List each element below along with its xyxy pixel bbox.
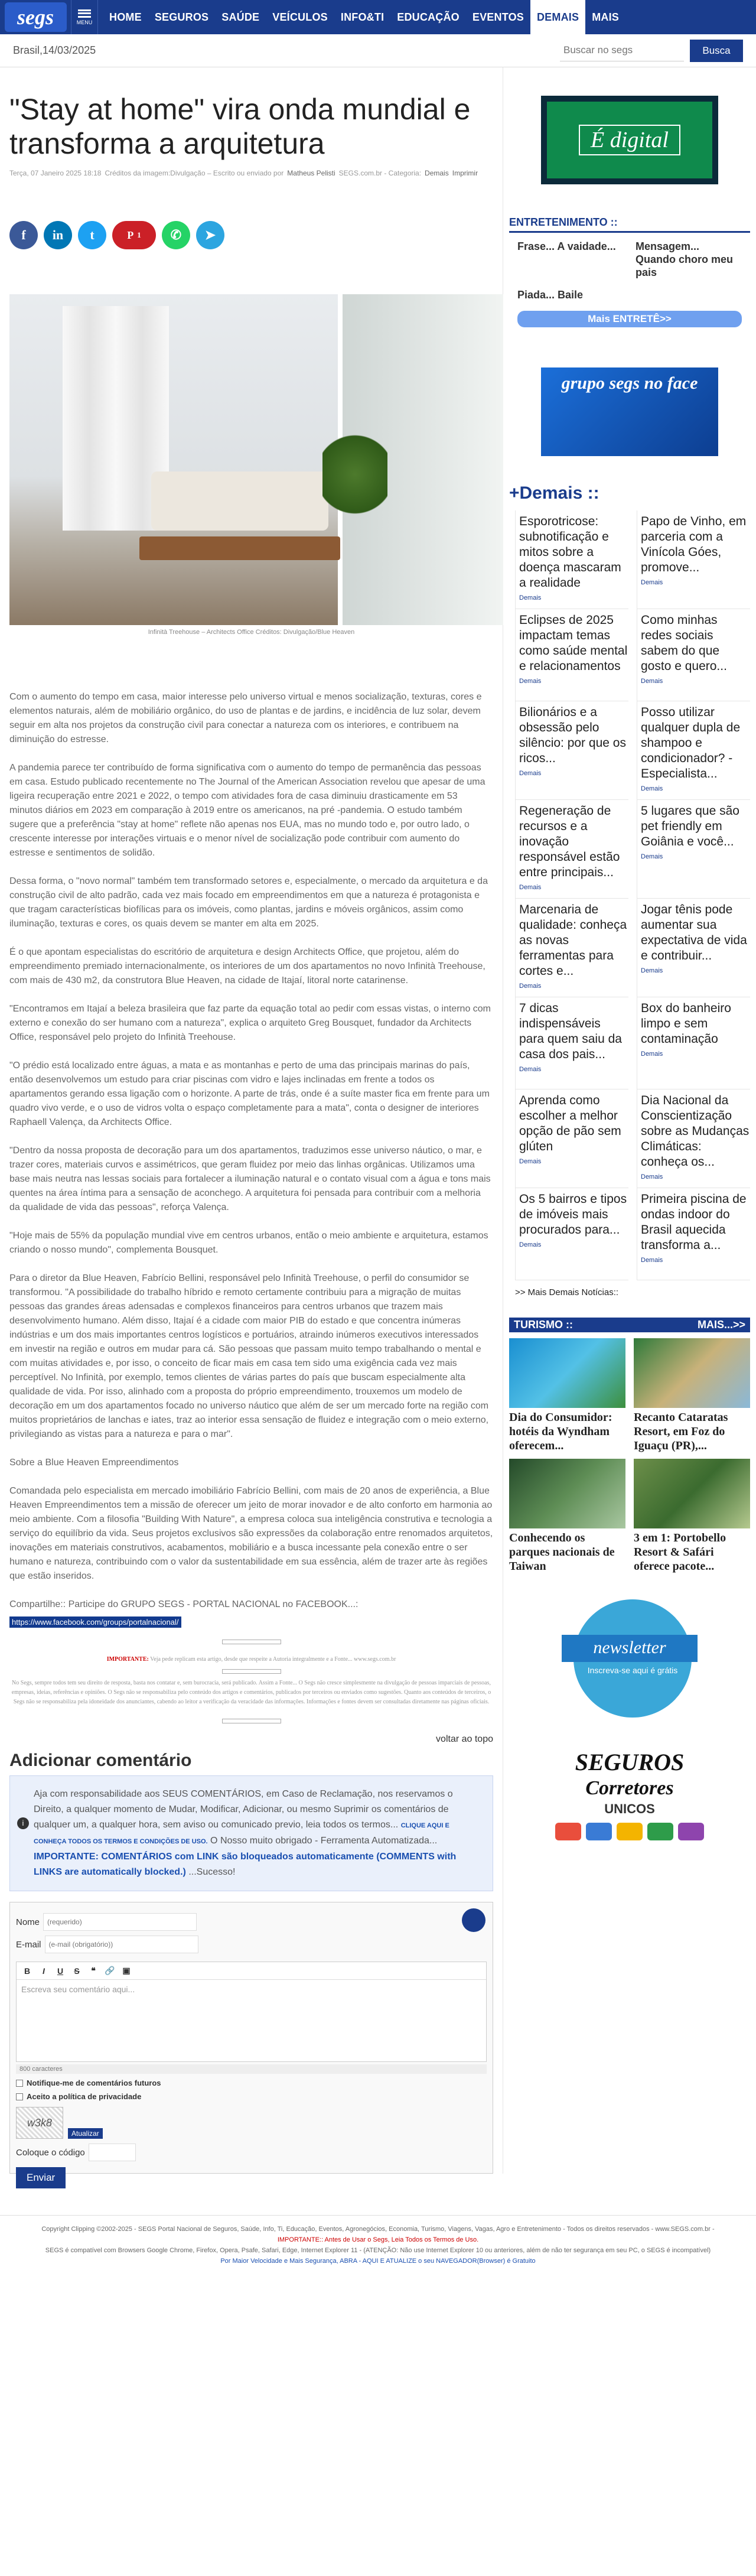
footer xyxy=(0,2215,756,2275)
twitter-share-icon[interactable]: t xyxy=(78,221,106,249)
underline-button[interactable]: U xyxy=(57,1966,64,1976)
demais-item-title[interactable]: Jogar tênis pode aumentar sua expectativa de vida e contribuir... xyxy=(641,903,747,962)
article-body xyxy=(9,690,493,1612)
article-paragraph: "O prédio está localizado entre águas, a mata e as montanhas e perto de uma das principais marinas do país, então desenvolvemos um estudo para criar piscinas com vidro e lajes inclinadas em frente a todos os apartamentos gerando essa ligação com o horizonte. A parte de trás, onde é a suíte master fica em frente para um quadro vivo verde, e o uso de vidros volta o espaço completamente para a mata", conta o designer de interiores Raphaell Valença, da Architects Office. xyxy=(9,1061,490,1127)
comment-form xyxy=(9,1902,493,2183)
notice-important: IMPORTANTE: COMENTÁRIOS com LINK são bloqueados automaticamente (COMMENTS with LINKS are automatically blocked.) xyxy=(34,1852,457,1877)
tourism-list xyxy=(509,1338,750,1573)
tourism-item[interactable] xyxy=(509,1459,625,1573)
notify-label: Notifique-me de comentários futuros xyxy=(27,2079,161,2087)
more-news-link[interactable]: >> Mais Demais Notícias:: xyxy=(515,1287,619,1297)
demais-item[interactable] xyxy=(637,899,750,997)
share-buttons xyxy=(9,221,493,249)
link-icon[interactable]: 🔗 xyxy=(105,1966,115,1975)
menu-button[interactable] xyxy=(71,0,98,34)
image-icon[interactable]: ▣ xyxy=(122,1966,131,1975)
footer-browser-link[interactable]: Por Maior Velocidade e Mais Segurança, ABRA - AQUI E ATUALIZE o seu NAVEGADOR(Browser) é Gratuito xyxy=(220,2258,536,2265)
captcha xyxy=(16,2107,487,2139)
name-label: Nome xyxy=(16,1917,40,1927)
ad-facebook-group-banner[interactable]: grupo segs no face xyxy=(541,367,718,456)
meta-date: Terça, 07 Janeiro 2025 18:18 xyxy=(9,169,102,177)
disclaimer-warn: IMPORTANTE: xyxy=(106,1656,149,1663)
linkedin-share-icon[interactable]: in xyxy=(44,221,72,249)
demais-item-title[interactable]: Aprenda como escolher a melhor opção de pão sem glúten xyxy=(519,1094,621,1153)
demais-item[interactable] xyxy=(515,800,628,899)
demais-item-tag: Demais xyxy=(519,678,542,685)
demais-item-tag: Demais xyxy=(641,1173,663,1180)
quote-icon[interactable]: ❝ xyxy=(91,1966,96,1975)
menu-label: MENU xyxy=(76,19,93,25)
sidebar xyxy=(503,67,756,2174)
disclaimer xyxy=(9,1655,493,1707)
entertainment-item[interactable]: Mensagem... Quando choro meu pais xyxy=(636,240,734,278)
date-search-bar xyxy=(0,34,756,67)
meta-category-link[interactable]: Demais xyxy=(425,169,449,177)
image-sofa xyxy=(151,471,328,531)
demais-item-tag: Demais xyxy=(641,678,663,685)
nav-item-info-ti[interactable]: INFO&TI xyxy=(340,11,384,23)
italic-button[interactable]: I xyxy=(43,1966,45,1976)
tourism-title: TURISMO :: xyxy=(514,1319,573,1331)
captcha-image: w3k8 xyxy=(16,2107,63,2139)
article-paragraph: Com o aumento do tempo em casa, maior interesse pelo universo virtual e menos socialização, texturas, cores e elementos naturais, além de mobiliário orgânico, do uso de plantas e de jardins, e incidência de luz solar, devem seguir em alta nos projetos da construção civil para conectar a natureza com os interiores, e contribuem na diminuição do estresse. xyxy=(9,692,482,744)
demais-item-tag: Demais xyxy=(641,853,663,860)
nav-item-educa-o[interactable]: EDUCAÇÃO xyxy=(397,11,460,23)
hamburger-icon xyxy=(78,9,91,18)
demais-item-tag: Demais xyxy=(641,1050,663,1058)
newsletter-badge[interactable] xyxy=(562,1599,698,1718)
car-icon xyxy=(586,1823,612,1840)
comment-editor[interactable] xyxy=(16,1962,487,2062)
tourism-item[interactable] xyxy=(634,1338,750,1453)
bold-button[interactable]: B xyxy=(24,1966,31,1976)
demais-item[interactable] xyxy=(637,701,750,800)
email-label: E-mail xyxy=(16,1939,41,1950)
entertainment-list xyxy=(509,240,750,301)
facebook-share-icon[interactable]: f xyxy=(9,221,38,249)
demais-item-tag: Demais xyxy=(641,785,663,792)
tourism-item-title[interactable]: 3 em 1: Portobello Resort & Safári oferece pacote... xyxy=(634,1531,726,1573)
notify-checkbox[interactable] xyxy=(16,2080,23,2087)
demais-item[interactable] xyxy=(515,510,628,609)
tourism-item-title[interactable]: Dia do Consumidor: hotéis da Wyndham oferecem... xyxy=(509,1411,612,1452)
demais-item-title[interactable]: Dia Nacional da Conscientização sobre as Mudanças Climáticas: conheça os... xyxy=(641,1094,750,1169)
tourism-item-image[interactable] xyxy=(509,1459,625,1528)
nav-item-sa-de[interactable]: SAÚDE xyxy=(221,11,260,23)
captcha-input[interactable] xyxy=(89,2144,136,2161)
demais-item-title[interactable]: 7 dicas indispensáveis para quem saiu da casa dos pais... xyxy=(519,1001,622,1061)
editor-toolbar xyxy=(17,1962,486,1980)
demais-item-title[interactable]: Esporotricose: subnotificação e mitos sobre a doença mascaram a realidade xyxy=(519,515,621,590)
seguros-icons xyxy=(541,1823,718,1840)
demais-item-title[interactable]: 5 lugares que são pet friendly em Goiânia e você... xyxy=(641,804,739,848)
demais-item-tag: Demais xyxy=(641,967,663,974)
demais-list xyxy=(509,510,750,1280)
article-title: "Stay at home" vira onda mundial e transforma a arquitetura xyxy=(9,93,471,160)
demais-item-title[interactable]: Primeira piscina de ondas indoor do Brasil aquecida transforma a... xyxy=(641,1192,747,1252)
top-navbar xyxy=(0,0,756,34)
email-input[interactable] xyxy=(45,1936,198,1953)
demais-item-tag: Demais xyxy=(519,884,542,891)
comment-notice xyxy=(9,1775,493,1891)
article-paragraph: Comandada pelo especialista em mercado imobiliário Fabrício Bellini, com mais de 20 anos de experiência, a Blue Heaven Empreendimentos tem a missão de oferecer um jeito de morar inovador e de alto conforto em harmonia ao meio ambiente. Com a filosofia "Building With Nature", a empresa coloca sua inteligência construtiva e tecnologia a serviço do equilíbrio da vida. Seus projetos exclusivos são expressões da colaboração entre renomados arquitetos, inovações em materiais construtivos, acabamentos, mobiliário e a busca incessante pela conexão entre o ser humano e natureza, contribuindo com o valor da sustentabilidade em sua essência, além de trazer arte às regiões que estão inseridos. xyxy=(9,1486,493,1581)
seguros-line-3: UNICOS xyxy=(604,1801,655,1816)
truck-icon xyxy=(647,1823,673,1840)
demais-item-title[interactable]: Os 5 bairros e tipos de imóveis mais procurados para... xyxy=(519,1192,627,1237)
editor-placeholder: Escreva seu comentário aqui... xyxy=(21,1985,135,1994)
seguros-line-2: Corretores xyxy=(585,1777,674,1799)
article-paragraph: "Hoje mais de 55% da população mundial vive em centros urbanos, então o meio ambiente e arquitetura, estamos criando o nosso mundo", complementa Bousquet. xyxy=(9,1231,488,1255)
logo-container[interactable] xyxy=(0,0,71,34)
disclaimer-line-1: Veja pede replicam esta artigo, desde que respeite a Autoria integralmente e a Fonte... www.segs.com.br xyxy=(150,1656,396,1663)
ad-digital-text: É digital xyxy=(579,125,680,155)
image-table xyxy=(139,536,340,560)
health-icon xyxy=(617,1823,643,1840)
demais-item[interactable] xyxy=(515,1089,628,1188)
nav-item-mais[interactable]: MAIS xyxy=(592,11,620,23)
disclaimer-line-2: No Segs, sempre todos tem seu direito de resposta, basta nos contatar e, sem burocracia, será publicado. Assim a Fonte... O Segs não cresce simplesmente na divulgação de pessoas imparciais de pessoas, empresas, ideias, referências e opiniões. O Segs não se responsabiliza pelo conteúdo dos artigos e comentários, publicados por terceiros ou enviados como sugestões. Quanto aos conteúdos de terceiros, o Segs não se responsabiliza pela idoneidade dos anunciantes, cabendo ao leitor a verificação da veracidade das informações. Informações e fontes devem ser consultadas diretamente nas páginas oficiais. xyxy=(11,1680,491,1705)
demais-item-title[interactable]: Box do banheiro limpo e sem contaminação xyxy=(641,1001,731,1046)
article-paragraph: A pandemia parece ter contribuído de forma significativa com o aumento do tempo de permanência das pessoas em casa. Estudo publicado recentemente no The Journal of the American Association revelou que apesar de uma ligeira recuperação entre 2021 e 2022, o tempo com atividades fora de casa diminuiu drasticamente em 53 minutos diários em 2023 em comparação à 2019 entre os americanos, na pré -pandemia. O estudo também sugere que a preferência "stay at home" reflete não apenas nos EUA, mas no mundo todo e, por outro lado, o crescente interesse por interações virtuais e o menor nível de socialização pode contribuir com aumento do estresse e sentimentos de solidão. xyxy=(9,763,485,858)
nav-item-home[interactable]: HOME xyxy=(109,11,142,23)
article-paragraph: Dessa forma, o "novo normal" também tem transformado setores e, especialmente, o mercado da arquitetura e da construção civil de alto padrão, cada vez mais focado em empreendimentos em que a natureza é protagonista e que tragam características biofílicas para os imóveis, como plantas, jardins e móveis orgânicos, assim como iluminação, texturas e cores, os quais devem se manter em alta em 2025. xyxy=(9,876,488,929)
article-paragraph: "Encontramos em Itajaí a beleza brasileira que faz parte da equação total ao pedir com essas vistas, o interno com externo e conexão do ser humano com a natureza", explica o arquiteto Greg Bousquet, fundador da Architects Office, responsável pelo projeto do Infinità Treehouse. xyxy=(9,1004,491,1042)
more-entertainment-button[interactable]: Mais ENTRETÊ>> xyxy=(517,311,742,327)
demais-item[interactable] xyxy=(515,899,628,997)
demais-item[interactable] xyxy=(637,609,750,701)
tourism-item[interactable] xyxy=(509,1338,625,1453)
demais-item[interactable] xyxy=(637,997,750,1089)
segs-logo[interactable]: segs xyxy=(5,2,67,32)
send-button[interactable]: Enviar xyxy=(16,2167,66,2188)
entertainment-title: ENTRETENIMENTO :: xyxy=(509,216,750,233)
code-label: Coloque o código xyxy=(16,2147,85,2158)
newsletter-title: newsletter xyxy=(562,1635,698,1662)
accept-checkbox[interactable] xyxy=(16,2093,23,2100)
print-link[interactable]: Imprimir xyxy=(452,169,478,177)
nav-item-eventos[interactable]: EVENTOS xyxy=(472,11,524,23)
demais-item-title[interactable]: Posso utilizar qualquer dupla de shampoo e condicionador? - Especialista... xyxy=(641,705,741,780)
demais-item-tag: Demais xyxy=(641,579,663,586)
article-paragraph: É o que apontam especialistas do escritório de arquitetura e design Architects Office, que projetou, além do empreendimento premiado internacionalmente, os interiores de um dos apartamentos no novo Infinità Treehouse, com mais de 430 m2, da construtora Blue Heaven, na cidade de Itajaí, litoral norte catarinense. xyxy=(9,947,485,985)
tourism-more-link[interactable]: MAIS...>> xyxy=(697,1319,745,1331)
demais-item-title[interactable]: Bilionários e a obsessão pelo silêncio: por que os ricos... xyxy=(519,705,626,765)
main-column xyxy=(0,67,503,2183)
info-icon: i xyxy=(17,1817,29,1829)
strike-button[interactable]: S xyxy=(74,1966,80,1976)
demais-item-tag: Demais xyxy=(519,1066,542,1073)
entertainment-item[interactable]: Piada... Baile xyxy=(517,289,584,301)
nav-item-seguros[interactable]: SEGUROS xyxy=(154,11,209,23)
house-icon xyxy=(555,1823,581,1840)
char-counter: 800 caracteres xyxy=(16,2064,487,2074)
footer-terms-link[interactable]: IMPORTANTE:: Antes de Usar o Segs, Leia Todos os Termos de Uso. xyxy=(277,2236,479,2243)
back-to-top-link[interactable]: voltar ao topo xyxy=(436,1734,493,1744)
nav-item-demais[interactable]: DEMAIS xyxy=(530,0,585,34)
search-form xyxy=(560,40,743,62)
image-plant xyxy=(322,430,387,519)
nav-menu xyxy=(103,0,625,34)
divider xyxy=(222,1719,281,1723)
comment-heading: Adicionar comentário xyxy=(9,1751,192,1770)
notice-text-2: O Nosso muito obrigado - Ferramenta Automatizada... xyxy=(210,1836,438,1846)
article-image xyxy=(9,294,503,625)
accept-checkbox-row[interactable] xyxy=(16,2092,487,2101)
demais-item[interactable] xyxy=(637,1188,750,1280)
facebook-group-link[interactable]: https://www.facebook.com/groups/portalnacional/ xyxy=(9,1616,181,1628)
demais-item-title[interactable]: Eclipses de 2025 impactam temas como saúde mental e relacionamentos xyxy=(519,613,628,673)
pinterest-share-icon[interactable]: P 1 xyxy=(112,221,156,249)
article-paragraph: Compartilhe:: Participe do GRUPO SEGS - PORTAL NACIONAL no FACEBOOK...: xyxy=(9,1599,359,1609)
demais-item-title[interactable]: Como minhas redes sociais sabem do que gosto e quero... xyxy=(641,613,727,673)
demais-item[interactable] xyxy=(515,1188,628,1280)
notice-end: ...Sucesso! xyxy=(188,1867,236,1877)
demais-item[interactable] xyxy=(515,609,628,701)
footer-compat: SEGS é compatível com Browsers Google Chrome, Firefox, Opera, Psafe, Safari, Edge, Internet Explorer 11 - (ATENÇÃO: Não use Internet Explorer 10 ou anteriores, além de não ter segurança em seu PC, o SEGS é incompatível) xyxy=(45,2247,711,2254)
seguros-corretores-banner[interactable] xyxy=(541,1749,718,1840)
tourism-item-title[interactable]: Recanto Cataratas Resort, em Foz do Iguaçu (PR),... xyxy=(634,1411,728,1452)
demais-item-tag: Demais xyxy=(519,594,542,601)
demais-item-title[interactable]: Papo de Vinho, em parceria com a Vinícola Góes, promove... xyxy=(641,515,747,574)
ad-digital-banner[interactable] xyxy=(541,96,718,184)
avatar xyxy=(462,1908,485,1932)
demais-item-tag: Demais xyxy=(519,983,542,990)
search-input[interactable] xyxy=(560,40,684,61)
captcha-refresh-button[interactable]: Atualizar xyxy=(68,2128,103,2139)
demais-title: +Demais :: xyxy=(509,483,599,503)
tourism-header xyxy=(509,1318,750,1332)
demais-item[interactable] xyxy=(637,1089,750,1188)
demais-item-tag: Demais xyxy=(641,1257,663,1264)
telegram-share-icon[interactable]: ➤ xyxy=(196,221,224,249)
notice-text-1: Aja com responsabilidade aos SEUS COMENTÁRIOS, em Caso de Reclamação, nos reservamos o Direito, a qualquer momento de Mudar, Modificar, Adicionar, ou mesmo Suprimir os comentários de qualquer um, a qualquer hora, sem aviso ou comunicado previo, leia todos os termos... xyxy=(34,1789,453,1830)
motorbike-icon xyxy=(678,1823,704,1840)
seguros-line-1: SEGUROS xyxy=(575,1749,685,1775)
demais-item[interactable] xyxy=(637,800,750,899)
article-paragraph: Sobre a Blue Heaven Empreendimentos xyxy=(9,1458,179,1468)
entertainment-item[interactable] xyxy=(636,288,742,301)
footer-copyright: Copyright Clipping ©2002-2025 - SEGS Portal Nacional de Seguros, Saúde, Info, Ti, Educação, Eventos, Agronegócios, Economia, Turismo, Viagens, Vagas, Agro e Entretenimento - Todos os direitos reservados - www.SEGS.com.br - xyxy=(41,2226,715,2233)
divider xyxy=(222,1640,281,1644)
tourism-item-title[interactable]: Conhecendo os parques nacionais de Taiwan xyxy=(509,1531,615,1573)
accept-label: Aceito a política de privacidade xyxy=(27,2092,142,2101)
entertainment-item[interactable]: Frase... A vaidade... xyxy=(517,240,616,252)
tourism-item-image[interactable] xyxy=(634,1459,750,1528)
divider xyxy=(222,1669,281,1674)
notify-checkbox-row[interactable] xyxy=(16,2079,487,2087)
demais-item-tag: Demais xyxy=(519,1241,542,1248)
meta-credits: Créditos da imagem:Divulgação – Escrito ou enviado por xyxy=(105,169,284,177)
tourism-item-image[interactable] xyxy=(509,1338,625,1408)
demais-item-tag: Demais xyxy=(519,1158,542,1165)
nav-item-ve-culos[interactable]: VEÍCULOS xyxy=(272,11,328,23)
demais-item[interactable] xyxy=(515,701,628,800)
name-input[interactable] xyxy=(43,1913,197,1931)
demais-item-title[interactable]: Marcenaria de qualidade: conheça as novas ferramentas para cortes e... xyxy=(519,903,627,978)
search-button[interactable]: Busca xyxy=(690,40,743,62)
newsletter-subtitle: Inscreva-se aqui é grátis xyxy=(587,1666,678,1675)
article-paragraph: "Dentro da nossa proposta de decoração para um dos apartamentos, traduzimos esse universo náutico, o mar, e trazer cores, materiais curvos e assimétricos, que geram fluidez por meio das linhas orgânicas. Utilizamos uma base mais neutra nas lessas sociais para fortalecer a iluminação natural e o contato visual com a água e tons mais quentes na área íntima para a sensação de aconchego. A arquitetura foi pensada para contribuir com a melhoria da qualidade de vida das pessoas", reforça Valença. xyxy=(9,1146,491,1212)
meta-category-label: SEGS.com.br - Categoria: xyxy=(338,169,422,177)
demais-item-tag: Demais xyxy=(519,770,542,777)
whatsapp-share-icon[interactable]: ✆ xyxy=(162,221,190,249)
demais-item[interactable] xyxy=(515,997,628,1089)
demais-item[interactable] xyxy=(637,510,750,609)
pinterest-count: 1 xyxy=(137,230,141,239)
current-date: Brasil,14/03/2025 xyxy=(13,44,96,56)
tourism-item-image[interactable] xyxy=(634,1338,750,1408)
image-caption: Infinità Treehouse – Architects Office Créditos: Divulgação/Blue Heaven xyxy=(148,629,355,636)
terms-link[interactable]: CLIQUE AQUI E CONHEÇA TODOS OS TERMOS E CONDIÇÕES DE USO. xyxy=(34,1822,449,1845)
tourism-item[interactable] xyxy=(634,1459,750,1573)
article-paragraph: Para o diretor da Blue Heaven, Fabrício Bellini, responsável pelo Infinità Treehouse, o perfil do consumidor se transformou. "A possibilidade do trabalho híbrido e remoto certamente contribuiu para a migração de muitas pessoas das grandes áreas adensadas e complexos financeiros para centros urbanos que trazem mais desenvolvimento humano. Além disso, Itajaí é a cidade com maior PIB do estado e que concentra inúmeras indústrias e um dos mais importantes centros logísticos e portuários, atraindo inúmeros executivos interessados em investir na região e outros em mudar para cá. São pessoas que passam muito tempo trabalhando o mental e com muitas atividades e, por isso, o conceito de ficar mais em casa tem sido uma exigência cada vez mais perceptível. No Infinità, por exemplo, temos clientes de várias partes do país que buscam especialmente alta qualidade de vida. Por isso, alinhado com a proposta do próprio empreendimento, trouxemos um modelo de decoração em um dos apartamentos focado no universo náutico que além de ser um mercado forte na região com muitos proprietários de lanchas e iates, traz ao interior essa sensação de fluidez e integração com o meio externo, privilegiando as vistas para a natureza e para o mar". xyxy=(9,1273,489,1439)
meta-author-link[interactable]: Matheus Pelisti xyxy=(287,169,335,177)
article-meta xyxy=(9,169,493,177)
demais-item-title[interactable]: Regeneração de recursos e a inovação responsável estão entre principais... xyxy=(519,804,620,879)
